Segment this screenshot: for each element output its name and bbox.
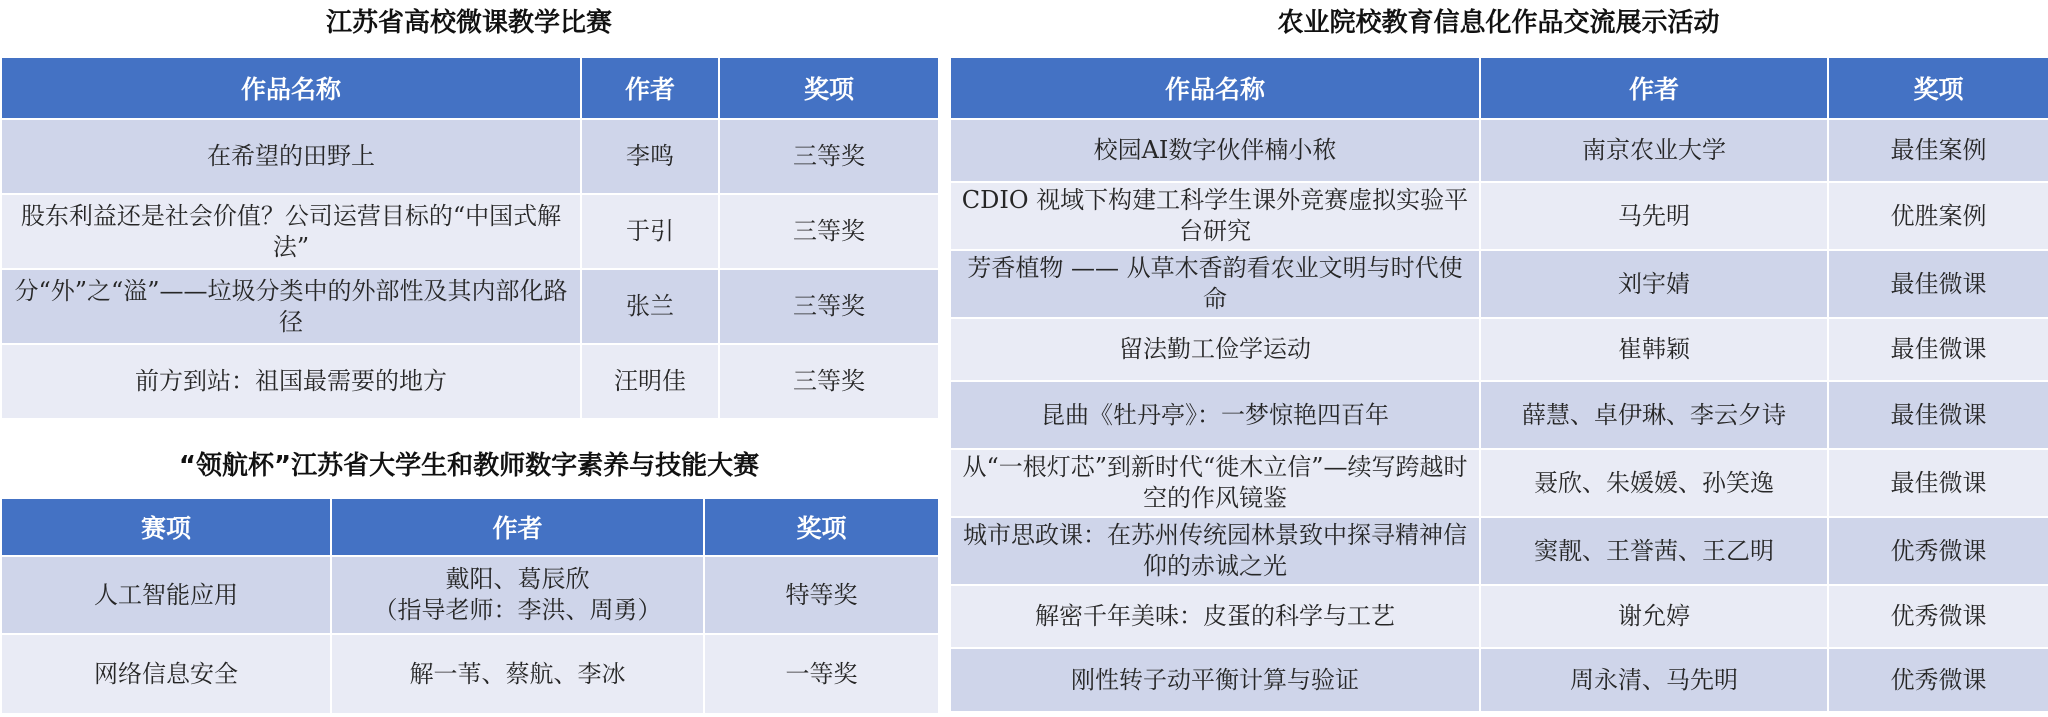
column-header: 作品名称 bbox=[950, 57, 1480, 119]
author-cell: 刘宇婧 bbox=[1480, 250, 1828, 318]
award-cell: 特等奖 bbox=[704, 556, 939, 634]
table-row bbox=[1, 634, 939, 714]
table-row bbox=[950, 449, 2048, 517]
award-cell: 优胜案例 bbox=[1828, 182, 2048, 250]
table-row bbox=[950, 585, 2048, 648]
entry-cell: 人工智能应用 bbox=[1, 556, 331, 634]
header-row bbox=[1, 57, 939, 119]
entry-cell: 校园AI数字伙伴楠小秾 bbox=[950, 119, 1480, 182]
award-cell: 三等奖 bbox=[719, 344, 939, 419]
entry-cell: 刚性转子动平衡计算与验证 bbox=[950, 648, 1480, 712]
table-row bbox=[950, 381, 2048, 449]
agri-edu-title: 农业院校教育信息化作品交流展示活动 bbox=[1277, 8, 1720, 38]
column-header: 赛项 bbox=[1, 498, 331, 556]
header-row bbox=[950, 57, 2048, 119]
entry-cell: 从“一根灯芯”到新时代“徙木立信”—续写跨越时空的作风镜鉴 bbox=[950, 449, 1480, 517]
author-cell: 谢允婷 bbox=[1480, 585, 1828, 648]
award-cell: 三等奖 bbox=[719, 269, 939, 344]
entry-cell: 在希望的田野上 bbox=[1, 119, 581, 194]
entry-cell: 分“外”之“溢”——垃圾分类中的外部性及其内部化路径 bbox=[1, 269, 581, 344]
award-cell: 最佳微课 bbox=[1828, 318, 2048, 381]
award-cell: 最佳微课 bbox=[1828, 381, 2048, 449]
column-header: 作者 bbox=[1480, 57, 1828, 119]
agri-edu-table bbox=[949, 56, 2048, 713]
award-cell: 优秀微课 bbox=[1828, 585, 2048, 648]
linghang-cup-title: “领航杯”江苏省大学生和教师数字素养与技能大赛 bbox=[178, 451, 760, 481]
entry-cell: CDIO 视域下构建工科学生课外竞赛虚拟实验平台研究 bbox=[950, 182, 1480, 250]
column-header: 奖项 bbox=[719, 57, 939, 119]
author-cell: 于引 bbox=[581, 194, 719, 269]
column-header: 作者 bbox=[331, 498, 704, 556]
author-cell: 马先明 bbox=[1480, 182, 1828, 250]
table-row bbox=[950, 250, 2048, 318]
jiangsu-micro-section bbox=[0, 6, 938, 420]
entry-cell: 网络信息安全 bbox=[1, 634, 331, 714]
entry-cell: 股东利益还是社会价值？公司运营目标的“中国式解法” bbox=[1, 194, 581, 269]
table-row bbox=[1, 344, 939, 419]
jiangsu-micro-title: 江苏省高校微课教学比赛 bbox=[325, 8, 612, 38]
award-cell: 优秀微课 bbox=[1828, 517, 2048, 585]
author-cell: 聂欣、朱媛媛、孙笑逸 bbox=[1480, 449, 1828, 517]
award-cell: 最佳微课 bbox=[1828, 449, 2048, 517]
award-cell: 优秀微课 bbox=[1828, 648, 2048, 712]
award-cell: 一等奖 bbox=[704, 634, 939, 714]
award-cell: 最佳案例 bbox=[1828, 119, 2048, 182]
agri-edu-section bbox=[949, 6, 2048, 713]
award-cell: 最佳微课 bbox=[1828, 250, 2048, 318]
author-cell: 崔韩颖 bbox=[1480, 318, 1828, 381]
table-row bbox=[1, 556, 939, 634]
entry-cell: 前方到站：祖国最需要的地方 bbox=[1, 344, 581, 419]
entry-cell: 城市思政课：在苏州传统园林景致中探寻精神信仰的赤诚之光 bbox=[950, 517, 1480, 585]
table-row bbox=[1, 194, 939, 269]
author-cell: 周永清、马先明 bbox=[1480, 648, 1828, 712]
entry-cell: 解密千年美味：皮蛋的科学与工艺 bbox=[950, 585, 1480, 648]
entry-cell: 昆曲《牡丹亭》：一梦惊艳四百年 bbox=[950, 381, 1480, 449]
table-row bbox=[950, 119, 2048, 182]
author-cell: 张兰 bbox=[581, 269, 719, 344]
column-header: 作者 bbox=[581, 57, 719, 119]
table-row bbox=[950, 182, 2048, 250]
award-cell: 三等奖 bbox=[719, 119, 939, 194]
column-header: 奖项 bbox=[704, 498, 939, 556]
entry-cell: 留法勤工俭学运动 bbox=[950, 318, 1480, 381]
author-cell: 李鸣 bbox=[581, 119, 719, 194]
table-row bbox=[950, 648, 2048, 712]
author-cell: 戴阳、葛辰欣 （指导老师：李洪、周勇） bbox=[331, 556, 704, 634]
jiangsu-micro-table bbox=[0, 56, 940, 420]
table-row bbox=[1, 269, 939, 344]
author-cell: 薛慧、卓伊琳、李云夕诗 bbox=[1480, 381, 1828, 449]
header-row bbox=[1, 498, 939, 556]
column-header: 奖项 bbox=[1828, 57, 2048, 119]
author-cell: 解一苇、蔡航、李冰 bbox=[331, 634, 704, 714]
entry-cell: 芳香植物 —— 从草木香韵看农业文明与时代使命 bbox=[950, 250, 1480, 318]
table-row bbox=[950, 517, 2048, 585]
column-header: 作品名称 bbox=[1, 57, 581, 119]
table-row bbox=[950, 318, 2048, 381]
award-cell: 三等奖 bbox=[719, 194, 939, 269]
linghang-cup-section bbox=[0, 449, 938, 715]
linghang-cup-table bbox=[0, 497, 940, 715]
table-row bbox=[1, 119, 939, 194]
author-cell: 窦靓、王誉茜、王乙明 bbox=[1480, 517, 1828, 585]
author-cell: 南京农业大学 bbox=[1480, 119, 1828, 182]
author-cell: 汪明佳 bbox=[581, 344, 719, 419]
